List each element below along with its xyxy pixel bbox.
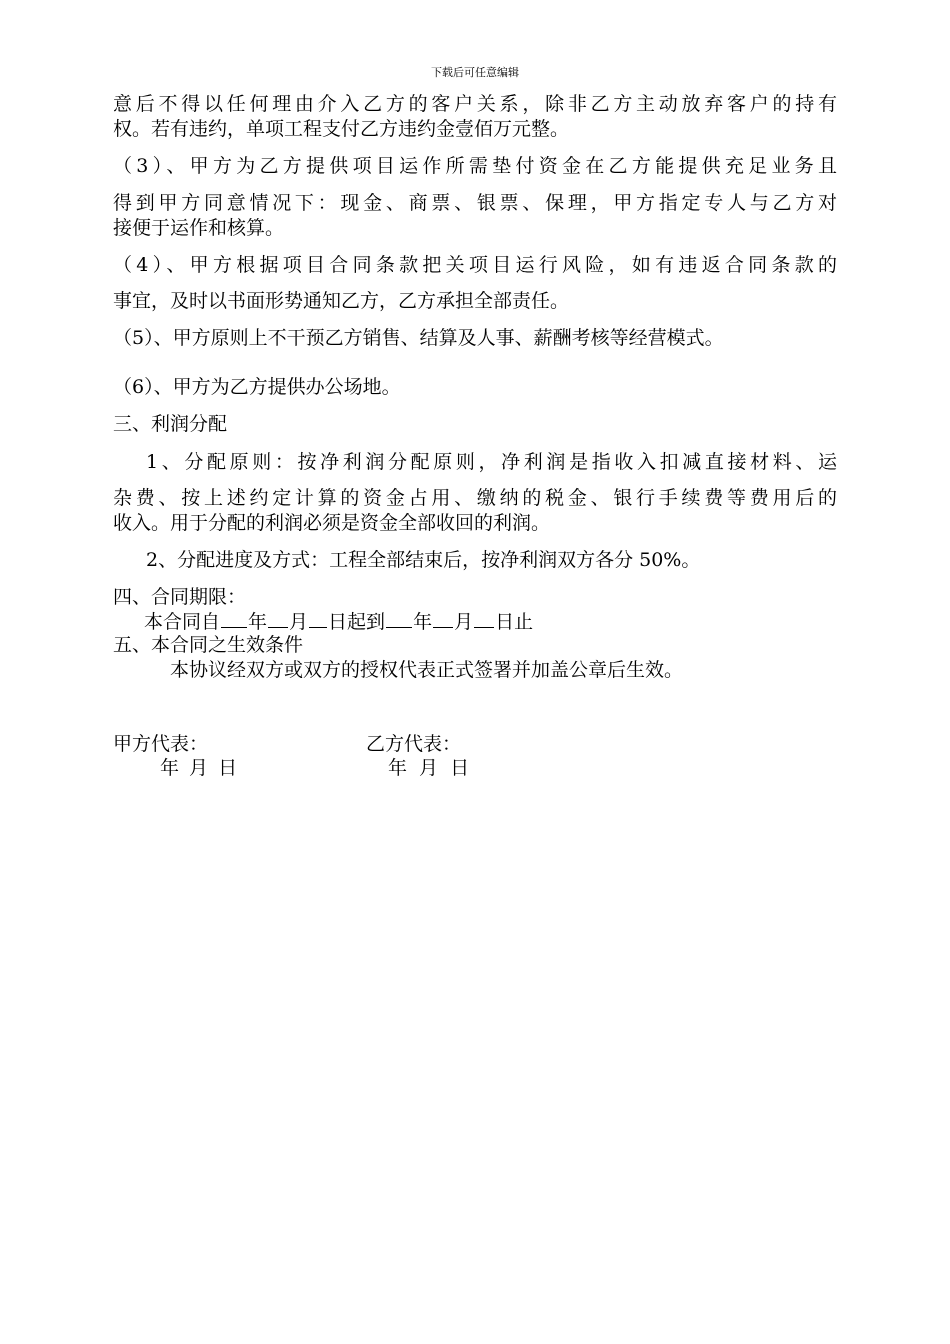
body-line: 收入。用于分配的利润必须是资金全部收回的利润。 — [113, 512, 551, 534]
contract-term-line — [144, 609, 533, 634]
body-line: 得到甲方同意情况下：现金、商票、银票、保理，甲方指定专人与乙方对 — [113, 192, 837, 214]
blank-field — [268, 609, 288, 628]
blank-field — [474, 609, 494, 628]
body-line: 杂费、按上述约定计算的资金占用、缴纳的税金、银行手续费等费用后的 — [113, 487, 837, 509]
body-line: 事宜，及时以书面形势通知乙方，乙方承担全部责任。 — [113, 290, 570, 312]
body-line: （5）、甲方原则上不干预乙方销售、结算及人事、薪酬考核等经营模式。 — [113, 327, 724, 349]
body-line: （6）、甲方为乙方提供办公场地。 — [113, 376, 401, 398]
blank-field — [433, 609, 453, 628]
section-heading: 四、合同期限： — [113, 586, 247, 608]
term-day: 日起到 — [328, 611, 386, 633]
party-a-label: 甲方代表： — [113, 733, 209, 755]
page-header: 下载后可任意编辑 — [431, 66, 519, 79]
body-line: 本协议经双方或双方的授权代表正式签署并加盖公章后生效。 — [170, 659, 684, 681]
party-a-date: 年 月 日 — [160, 757, 238, 779]
section-heading: 五、本合同之生效条件 — [113, 634, 304, 656]
blank-field — [309, 609, 327, 628]
section-heading: 三、利润分配 — [113, 413, 228, 435]
blank-field — [221, 609, 247, 628]
term-year: 年 — [248, 611, 268, 633]
term-month: 月 — [454, 611, 474, 633]
body-line: 权。若有违约，单项工程支付乙方违约金壹佰万元整。 — [113, 118, 570, 140]
term-year: 年 — [413, 611, 433, 633]
body-line: 2、分配进度及方式：工程全部结束后，按净利润双方各分 50%。 — [146, 549, 701, 571]
blank-field — [386, 609, 412, 628]
term-prefix: 本合同自 — [144, 611, 221, 633]
body-line: 1、分配原则：按净利润分配原则，净利润是指收入扣减直接材料、运 — [146, 451, 837, 473]
body-line: 接便于运作和核算。 — [113, 217, 285, 239]
body-line: （3）、甲方为乙方提供项目运作所需垫付资金在乙方能提供充足业务且 — [113, 155, 837, 177]
term-month: 月 — [289, 611, 309, 633]
party-b-date: 年 月 日 — [388, 757, 470, 779]
term-day: 日止 — [495, 611, 534, 633]
party-b-label: 乙方代表： — [366, 733, 462, 755]
body-line: 意后不得以任何理由介入乙方的客户关系，除非乙方主动放弃客户的持有 — [113, 93, 837, 115]
body-line: （4）、甲方根据项目合同条款把关项目运行风险，如有违返合同条款的 — [113, 254, 837, 276]
